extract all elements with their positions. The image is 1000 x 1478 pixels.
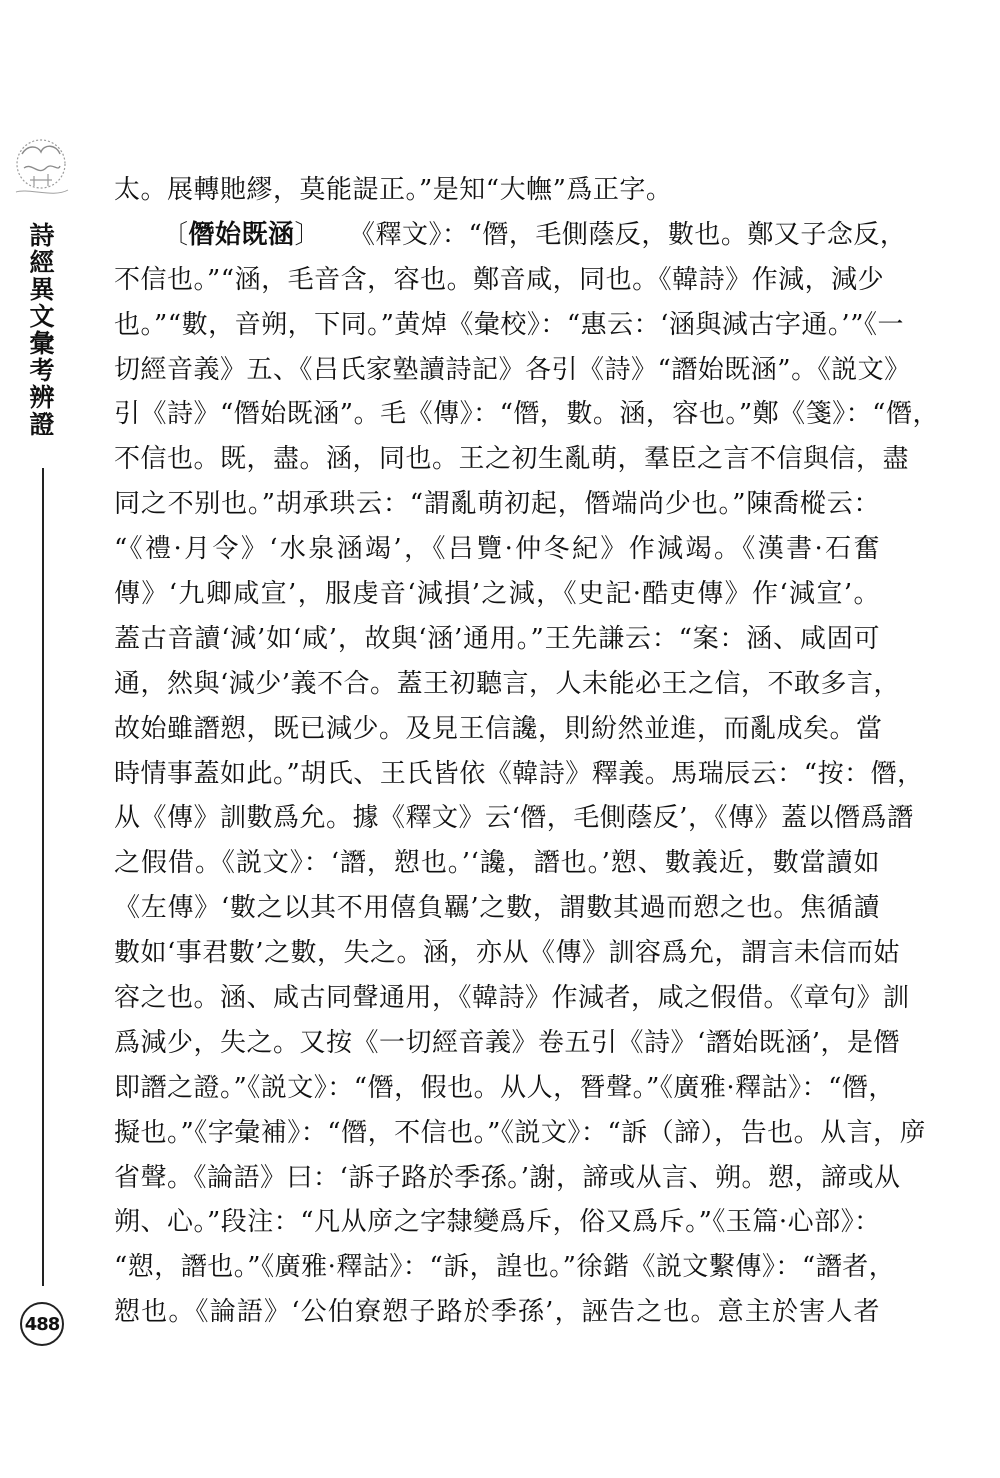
text-line: 爲減少，失之。又按《一切經音義》卷五引《詩》‘譖始既涵’，是僭 xyxy=(114,1027,901,1058)
text-line: 時情事蓋如此。”胡氏、王氏皆依《韓詩》釋義。馬瑞辰云：“按：僭， xyxy=(114,758,924,789)
page-number: 488 xyxy=(24,1313,60,1335)
text-line: 擬也。”《字彙補》：“僭，不信也。”《説文》：“訴（諦），告也。从言，㡿 xyxy=(114,1117,927,1148)
body-text xyxy=(114,168,939,1335)
entry-line xyxy=(114,213,907,258)
running-title: 詩經異文彙考辨證 xyxy=(29,221,55,439)
text-line: 同之不别也。”胡承珙云：“謂亂萌初起，僭端尚少也。”陳喬樅云： xyxy=(114,489,880,520)
text-line: 故始雖譖愬，既已減少。及見王信讒，則紛然並進，而亂成矣。當 xyxy=(114,713,883,744)
text-line: 切經音義》五、《吕氏家塾讀詩記》各引《詩》“譖始既涵”。《説文》 xyxy=(114,354,911,385)
page-number-badge xyxy=(20,1302,64,1346)
text-line: “《禮·月令》‘水泉涵竭’，《吕覽·仲冬紀》作減竭。《漢書·石奮 xyxy=(114,534,880,565)
text-line: 傳》‘九卿咸宣’，服虔音‘減損’之減，《史記·酷吏傳》作‘減宣’。 xyxy=(114,579,880,610)
margin-rule xyxy=(42,468,44,1286)
text-line: 不信也。”“涵，毛音含，容也。鄭音咸，同也。《韓詩》作減，減少 xyxy=(114,264,885,295)
text-line: 即譖之證。”《説文》：“僭，假也。从人，朁聲。”《廣雅·釋詁》：“僭， xyxy=(114,1072,895,1103)
text-line: 从《傳》訓數爲允。據《釋文》云‘僭，毛側蔭反’，《傳》蓋以僭爲譖 xyxy=(114,803,914,834)
seal-ornament-icon xyxy=(8,132,74,204)
text-line: 太。展轉貤繆，莫能諟正。”是知“大幠”爲正字。 xyxy=(114,175,673,205)
bracket-open: 〔 xyxy=(162,219,189,250)
text-line: 朔、心。”段注：“凡从㡿之字隸變爲斥，俗又爲斥。”《玉篇·心部》： xyxy=(114,1207,881,1238)
entry-head-text: 僭始既涵 xyxy=(188,219,295,250)
text-line: 引《詩》“僭始既涵”。毛《傳》：“僭，數。涵，容也。”鄭《箋》：“僭， xyxy=(114,399,939,430)
text-line: 也。”“數，音朔，下同。”黄焯《彙校》：“惠云：‘涵與減古字通。’”《一 xyxy=(114,309,904,340)
text-line: 容之也。涵、咸古同聲通用，《韓詩》作減者，咸之假借。《章句》訓 xyxy=(114,983,910,1014)
text-line: 愬也。《論語》‘公伯寮愬子路於季孫’，誣告之也。意主於害人者 xyxy=(114,1297,880,1328)
text-line: 之假借。《説文》：‘譖，愬也。’‘讒，譖也。’愬、數義近，數當讀如 xyxy=(114,848,880,879)
text-line: 《釋文》：“僭，毛側蔭反，數也。鄭又子念反， xyxy=(349,219,907,250)
text-line: 不信也。既，盡。涵，同也。王之初生亂萌，羣臣之言不信與信，盡 xyxy=(114,444,910,475)
text-line: 通，然與‘減少’義不合。蓋王初聽言，人未能必王之信，不敢多言， xyxy=(114,668,901,699)
text-line: 省聲。《論語》曰：‘訴子路於季孫。’謝，諦或从言、朔。愬，諦或从 xyxy=(114,1162,901,1193)
bracket-close: 〕 xyxy=(294,219,322,250)
text-line: 數如‘事君數’之數，失之。涵，亦从《傳》訓容爲允，謂言未信而姑 xyxy=(114,938,901,969)
text-line: “愬，譖也。”《廣雅·釋詁》：“訴，諻也。”徐鍇《説文繫傳》：“譖者， xyxy=(114,1252,896,1283)
text-line: 蓋古音讀‘減’如‘咸’，故與‘涵’通用。”王先謙云：“案：涵、咸固可 xyxy=(114,623,880,654)
entry-heading xyxy=(162,213,321,258)
text-line: 《左傳》‘數之以其不用僖負羈’之數，謂數其過而愬之也。焦循讀 xyxy=(114,893,880,924)
